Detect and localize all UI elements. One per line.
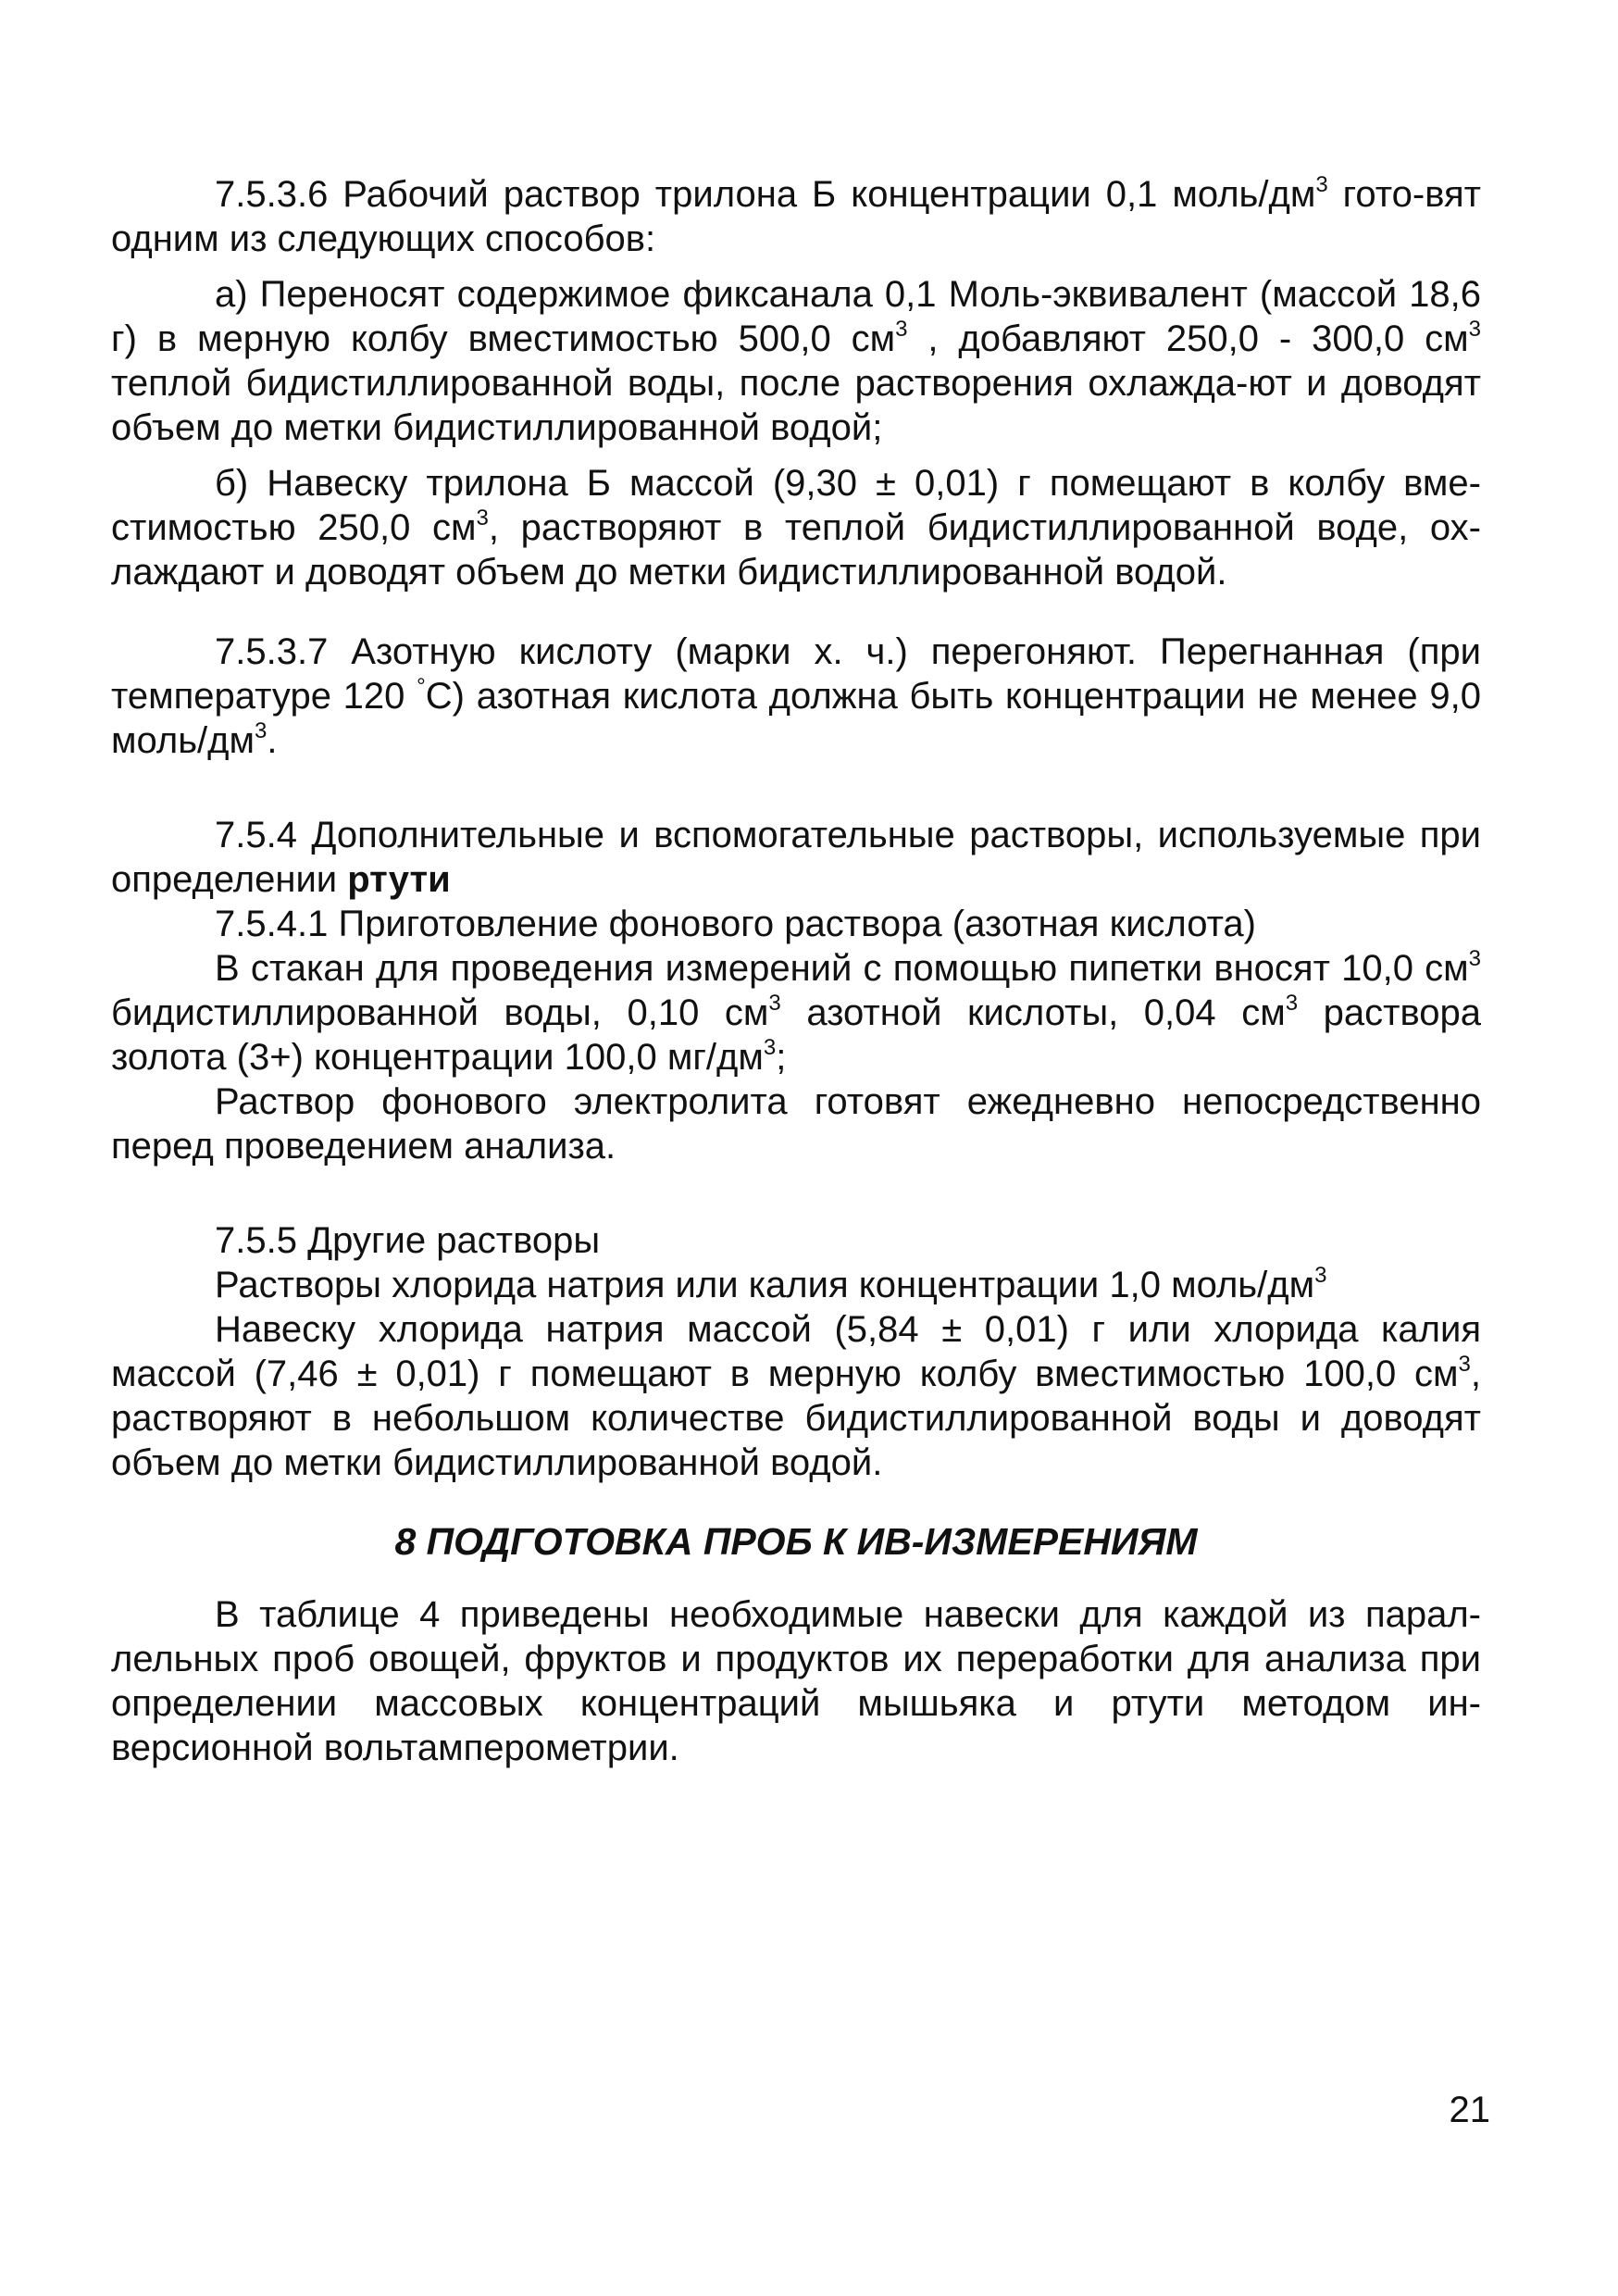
subheading-text: 7.5.4.1 Приготовление фонового раствора (азотная кислота) — [215, 904, 1256, 944]
paragraph-text: ; — [776, 1037, 787, 1078]
paragraph-text: 7.5.3.6 Рабочий раствор трилона Б концентрации 0,1 моль/дм — [215, 174, 1316, 215]
paragraph-text: а) Переносят содержимое фиксанала 0,1 Моль-эквивалент (массой 18,6 г) в мерную колбу вместимостью 500,0 см — [111, 274, 1481, 359]
superscript: 3 — [1315, 172, 1328, 197]
paragraph-text: , растворяют в теплой бидистиллированной воде, ох-лаждают и доводят объем до метки бидистиллированной водой. — [111, 507, 1481, 593]
paragraph-text: Раствор фонового электролита готовят ежедневно непосредственно перед проведением анализа. — [111, 1081, 1481, 1167]
superscript: 3 — [1458, 1352, 1471, 1377]
subheading-text: 7.5.5 Другие растворы — [215, 1220, 601, 1261]
superscript: 3 — [1468, 946, 1481, 971]
superscript: 3 — [1314, 1263, 1327, 1288]
paragraph-text: В стакан для проведения измерений с помощью пипетки вносят 10,0 см — [215, 948, 1469, 989]
paragraph-section-8 — [111, 1592, 1481, 1770]
degree-sign: ° — [417, 674, 426, 699]
paragraph-text: раствора золота (3+) концентрации 100,0 мг/дм — [111, 992, 1482, 1078]
paragraph-text: гото-вят одним из следующих способов: — [111, 174, 1481, 259]
paragraph-7-5-4 — [111, 813, 1481, 902]
superscript: 3 — [255, 718, 268, 743]
section-7-5-5-block — [111, 1218, 1481, 1485]
subheading-text: Растворы хлорида натрия или калия концентрации 1,0 моль/дм — [215, 1265, 1315, 1305]
paragraph-7-5-3-7 — [111, 630, 1481, 763]
superscript: 3 — [763, 1035, 777, 1060]
paragraph-text: С) азотная кислота должна быть концентрации не менее 9,0 моль/дм — [111, 676, 1482, 761]
paragraph-text: б) Навеску трилона Б массой (9,30 ± 0,01) г помещают в колбу вме-стимостью 250,0 см — [111, 463, 1481, 548]
paragraph-7-5-5 — [111, 1307, 1481, 1485]
section-8-heading: 8 ПОДГОТОВКА ПРОБ К ИВ-ИЗМЕРЕНИЯМ — [394, 1520, 1198, 1563]
superscript: 3 — [1285, 991, 1299, 1016]
paragraph-text: азотной кислоты, 0,04 см — [780, 992, 1286, 1033]
section-7-5-3-7-block — [111, 630, 1481, 763]
bold-term: ртути — [347, 859, 451, 900]
paragraph-option-b — [111, 461, 1481, 594]
subheading-7-5-4-1 — [111, 902, 1481, 946]
paragraph-text: Навеску хлорида натрия массой (5,84 ± 0,01) г или хлорида калия массой (7,46 ± 0,01) г помещают в мерную колбу вместимостью 100,0 см — [111, 1309, 1481, 1394]
paragraph-text: . — [267, 720, 278, 761]
page-number: 21 — [1449, 2090, 1490, 2130]
section-7-5-3-6-block — [111, 172, 1481, 594]
paragraph-text: 7.5.4 Дополнительные и вспомогательные растворы, используемые при определении — [111, 815, 1481, 900]
superscript: 3 — [476, 505, 489, 530]
subheading-solutions — [111, 1263, 1481, 1307]
paragraph-text: , добавляют 250,0 - 300,0 см — [907, 318, 1469, 359]
paragraph-text: теплой бидистиллированной воды, после растворения охлажда-ют и доводят объем до метки бидистиллированной водой; — [111, 363, 1481, 448]
paragraph-text: бидистиллированной воды, 0,10 см — [111, 992, 769, 1033]
superscript: 3 — [1468, 317, 1482, 342]
subheading-7-5-5 — [111, 1218, 1481, 1263]
section-7-5-4-block — [111, 813, 1481, 1168]
paragraph-text: В таблице 4 приведены необходимые навески для каждой из парал-лельных проб овощей, фруктов и продуктов их переработки для анализа при определении массовых концентраций мышьяка и ртути методом ин-версионной вольтамперометрии. — [111, 1594, 1481, 1768]
superscript: 3 — [768, 991, 781, 1016]
paragraph-7-5-4-1 — [111, 946, 1481, 1079]
paragraph-note — [111, 1079, 1481, 1168]
superscript: 3 — [895, 317, 908, 342]
paragraph-7-5-3-6 — [111, 172, 1481, 261]
paragraph-text: 7.5.3.7 Азотную кислоту (марки х. ч.) перегоняют. Перегнанная (при температуре 120 — [111, 631, 1481, 717]
section-8-block — [111, 1592, 1481, 1770]
paragraph-text: , растворяют в небольшом количестве бидистиллированной воды и доводят объем до метки бидистиллированной водой. — [111, 1354, 1481, 1483]
paragraph-option-a — [111, 272, 1481, 450]
